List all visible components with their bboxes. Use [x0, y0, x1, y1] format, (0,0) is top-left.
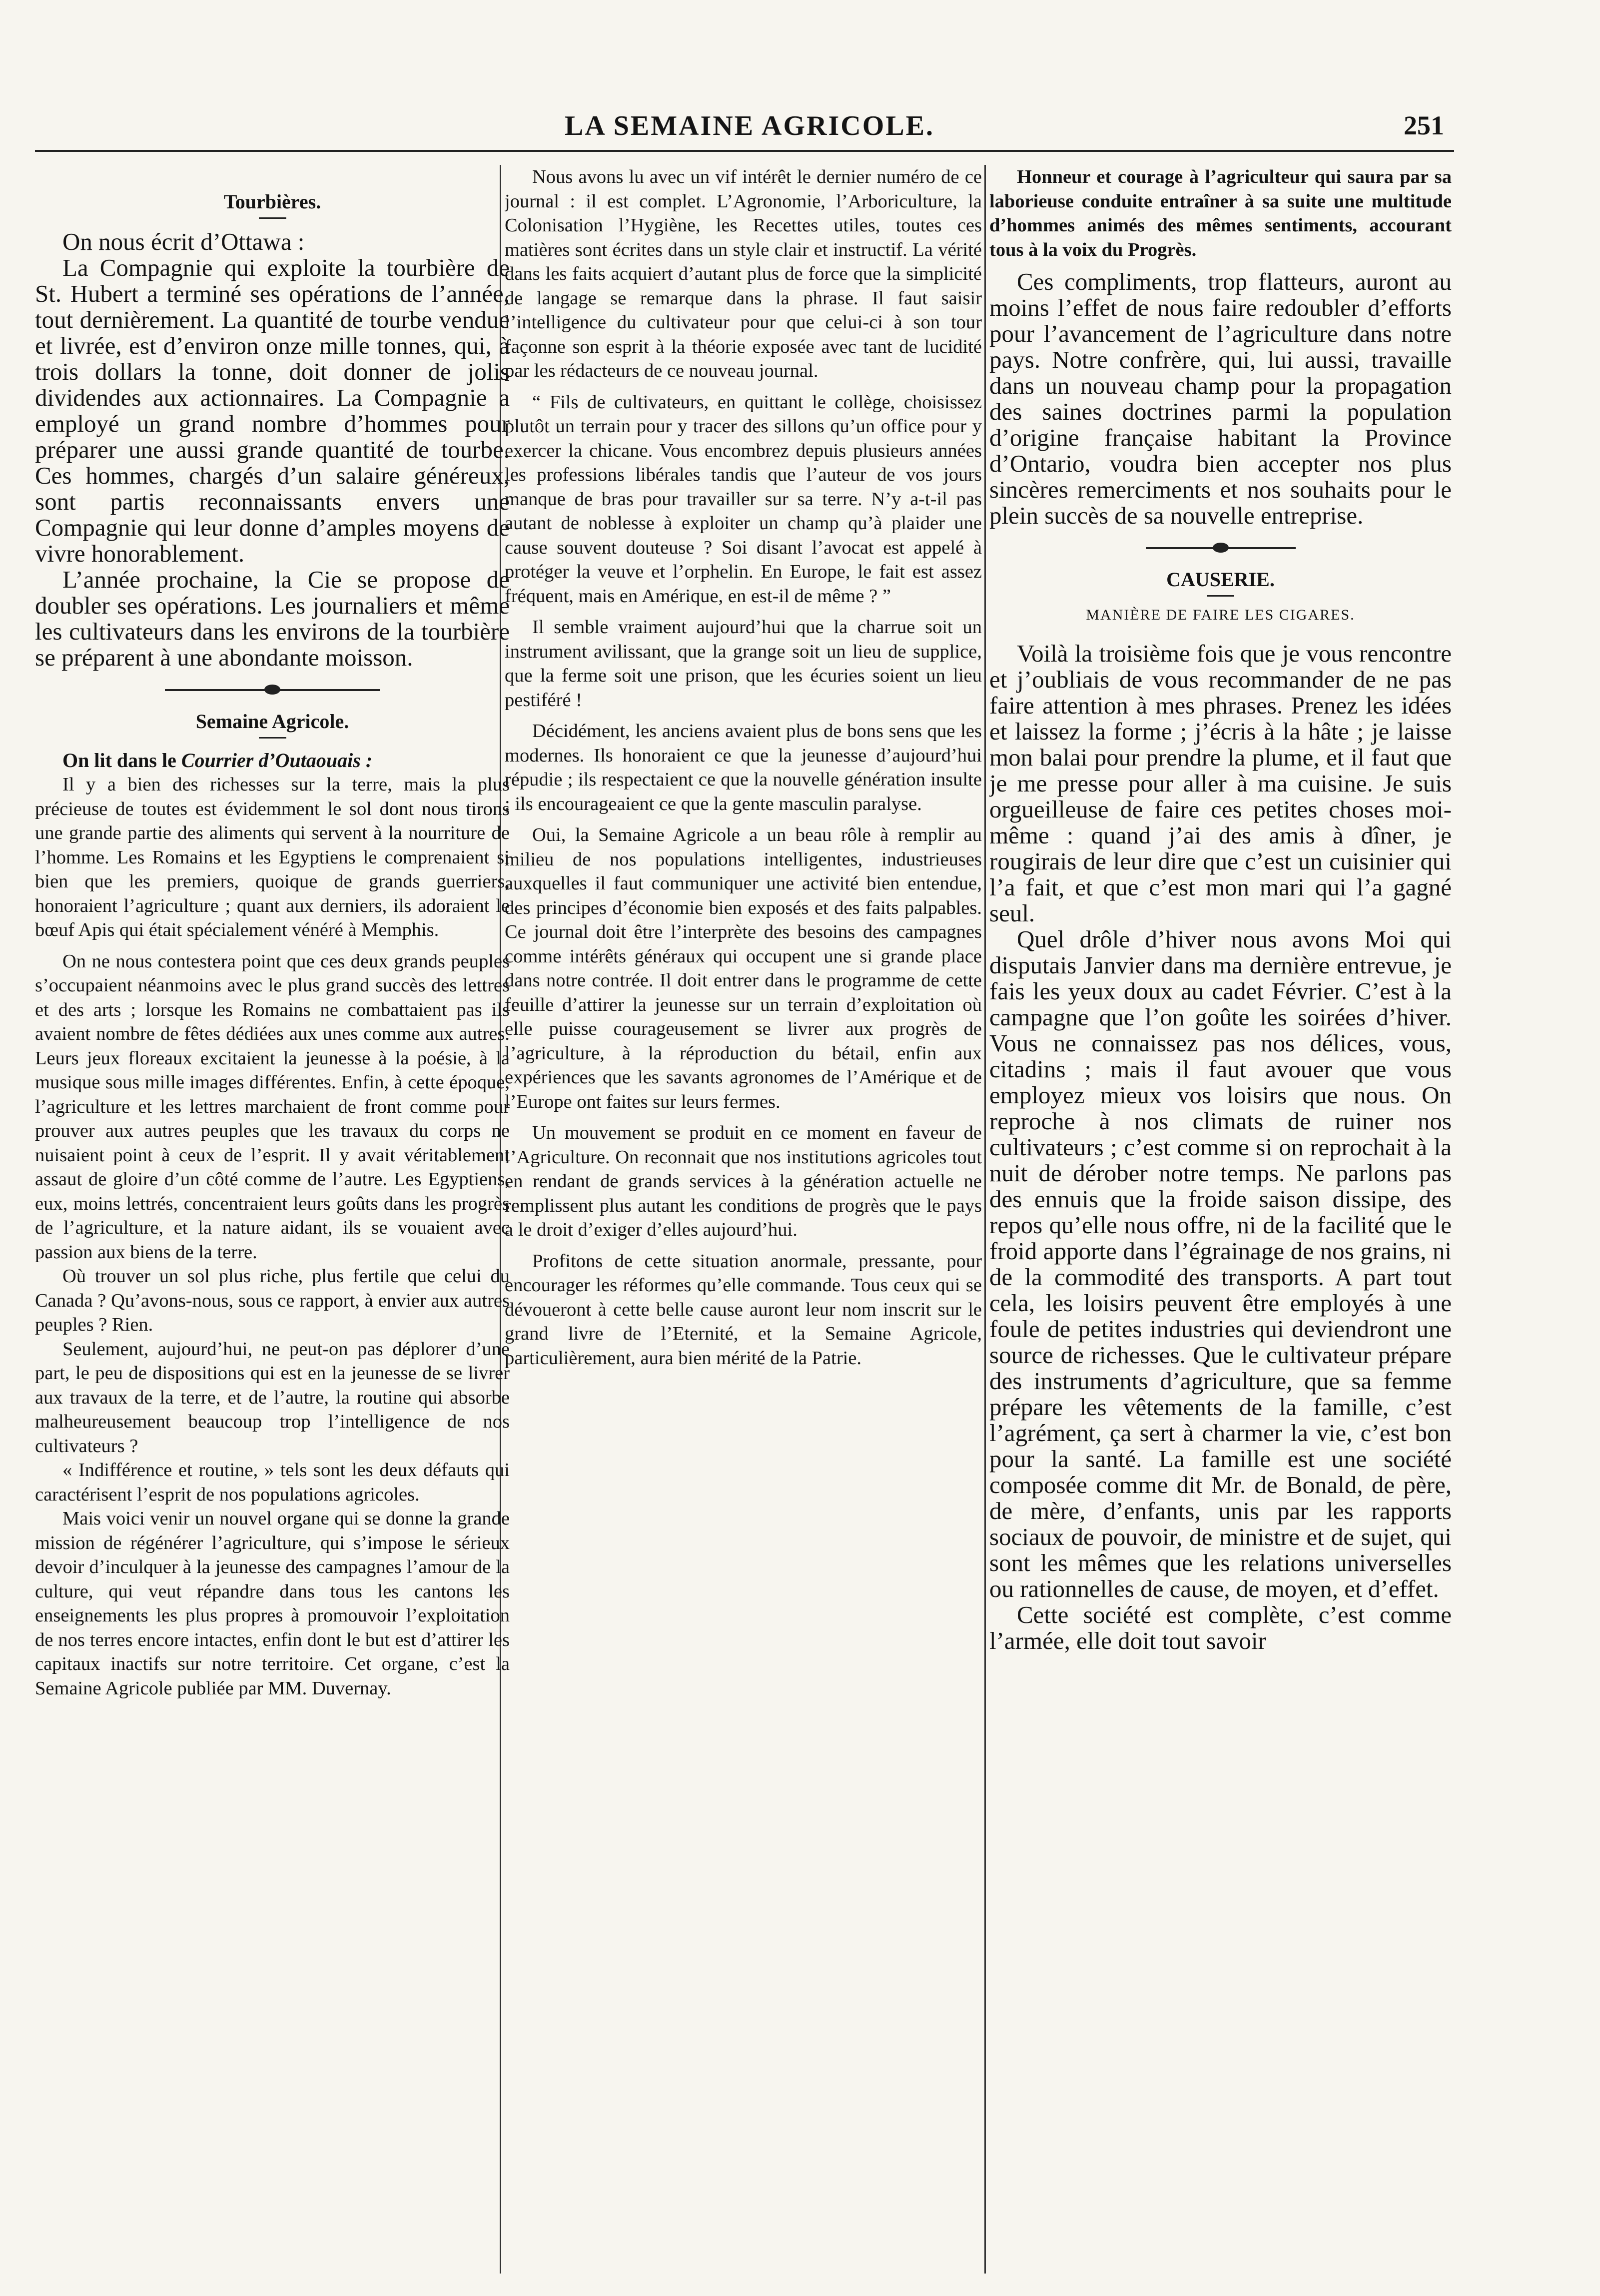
paragraph: Seulement, aujourd’hui, ne peut-on pas déplorer d’une part, le peu de dispositions qui est en la jeunesse de se livrer aux travaux de la terre, et de l’autre, la routine qui absorbe malheureusement beaucoup trop l’intelligence de nos cultivateurs ? [35, 1338, 510, 1457]
paragraph: Voilà la troisième fois que je vous rencontre et j’oubliais de vous recommander de ne pas faire attention à mes phrases. Prenez les idées et laissez la forme ; j’écris à la hâte ; je laisse mon balai pour prendre la plume, et il faut que je me presse pour aller à ma cuisine. Je suis orgueilleuse de faire ces petites choses moi-même : quand j’ai des amis à dîner, je rougirais de leur dire que c’est un cuisinier qui l’a fait, et que c’est mon mari qui l’a gagné seul. [989, 640, 1452, 927]
ornament-divider [165, 688, 380, 693]
dash-divider [1207, 595, 1234, 597]
column-3 [989, 165, 1452, 2264]
page-number: 251 [1404, 110, 1444, 140]
paragraph: Un mouvement se produit en ce moment en faveur de l’Agriculture. On reconnait que nos institutions agricoles tout en rendant de grands services à la génération actuelle ne remplissent plus autant les conditions de progrès que le pays a le droit d’exiger d’elles aujourd’hui. [505, 1122, 982, 1240]
column-rule [984, 165, 986, 2274]
paragraph: Ces compliments, trop flatteurs, auront au moins l’effet de nous faire redoubler d’efforts pour l’avancement de l’agriculture dans notre pays. Notre confrère, qui, lui aussi, travaille dans un nouveau champ pour la propagation des saines doctrines parmi la population d’origine française habitant la Province d’Ontario, voudra bien accepter nos plus sincères remerciments et nos souhaits pour le plein succès de sa nouvelle entreprise. [989, 268, 1452, 529]
paragraph: « Indifférence et routine, » tels sont les deux défauts qui caractérisent l’esprit de nos populations agricoles. [35, 1460, 510, 1505]
paragraph: Oui, la Semaine Agricole a un beau rôle à remplir au milieu de nos populations intelligentes, industrieuses auxquelles il faut communiquer une activité bien entendue, des principes d’économie bien exposés et des faits palpables. Ce journal doit être l’interprète des besoins des campagnes comme intérêts généraux qui occupent une si grande place dans notre contrée. Il doit entrer dans le programme de cette feuille d’attirer la jeunesse sur un terrain d’exploitation où elle puisse courageusement se livrer aux progrès de l’agriculture, à la réproduction du bétail, enfin aux expériences que les savants agronomes de l’Amérique et de l’Europe ont faites sur leurs fermes. [505, 824, 982, 1112]
paragraph: Cette société est complète, c’est comme l’armée, elle doit tout savoir [989, 1601, 1452, 1654]
page-header [45, 107, 1454, 152]
paragraph: Où trouver un sol plus riche, plus fertile que celui du Canada ? Qu’avons-nous, sous ce rapport, à envier aux autres peuples ? Rien. [35, 1266, 510, 1335]
column-2 [505, 165, 982, 2264]
paragraph: Décidément, les anciens avaient plus de bons sens que les modernes. Ils honoraient ce que la jeunesse d’aujourd’hui répudie ; ils respectaient ce que la nouvelle génération insulte ; ils encourageaient ce que la gente masculin paralyse. [505, 721, 982, 814]
paragraph: Mais voici venir un nouvel organe qui se donne la grande mission de régénérer l’agriculture, qui s’impose le sérieux devoir d’inculquer à la jeunesse des campagnes l’amour de la culture, qui veut répandre dans tous les cantons les enseignements les plus propres à promouvoir l’exploitation de nos terres encore intactes, enfin dont le but est d’attirer les capitaux inactifs sur notre territoire. Cet organe, c’est la Semaine Agricole publiée par MM. Duvernay. [35, 1508, 510, 1699]
running-title: LA SEMAINE AGRICOLE. [565, 110, 934, 141]
paragraph: Quel drôle d’hiver nous avons Moi qui disputais Janvier dans ma dernière entrevue, je fais les yeux doux au cadet Février. C’est à la campagne que l’on goûte les soirées d’hiver. Vous ne connaissez pas nos délices, vous, citadins ; mais il faut avouer que vous employez mieux vos loisirs que nous. On reproche à nos climats de ruiner nos cultivateurs ; c’est comme si on reprochait à la nuit de dérober notre temps. Ne parlons pas des ennuis que la froide saison dissipe, des repos qu’elle nous offre, ni de la facilité que le froid apporte dans l’égrainage de nos grains, ni de la commodité des transports. A part tout cela, les loisirs peuvent être employés à une foule de petites industries qui deviendront une source de richesses. Que le cultivateur prépare des instruments d’agriculture, que sa femme prépare les vêtements de la famille, c’est l’agrément, ça sert à charmer la vie, c’est bon pour la santé. La famille est une société composée comme dit Mr. de Bonald, de père, de mère, d’enfants, unis par les rapports sociaux de pouvoir, de ministre et de sujet, qui sont les mêmes que les relations universelles ou rationnelles de cause, de moyen, et d’effet. [989, 925, 1452, 1602]
article-intro: On lit dans le Courrier d’Outaouais : [62, 749, 373, 771]
article-subtitle: MANIÈRE DE FAIRE LES CIGARES. [1086, 607, 1355, 623]
dash-divider [259, 737, 286, 739]
paragraph: Profitons de cette situation anormale, pressante, pour encourager les réformes qu’elle commande. Tous ceux qui se dévoueront à cette belle cause auront leur nom inscrit sur le grand livre de l’Eternité, et la Semaine Agricole, particulièrement, aura bien mérité de la Patrie. [505, 1250, 982, 1369]
header-rule [35, 150, 1454, 152]
paragraph: L’année prochaine, la Cie se propose de doubler ses opérations. Les journaliers et même les cultivateurs dans les environs de la tourbière se préparent à une abondante moisson. [35, 566, 510, 671]
paragraph: La Compagnie qui exploite la tourbière de St. Hubert a terminé ses opérations de l’année, tout dernièrement. La quantité de tourbe vendue et livrée, est d’environ onze mille tonnes, qui, à trois dollars la tonne, doit donner de jolis dividendes aux actionnaires. La Compagnie a employé un grand nombre d’hommes pour préparer une aussi grande quantité de tourbe. Ces hommes, chargés d’un salaire généreux, sont partis reconnaissants envers une Compagnie qui leur donne d’amples moyens de vivre honorablement. [35, 254, 510, 567]
paragraph: Nous avons lu avec un vif intérêt le dernier numéro de ce journal : il est complet. L’Agronomie, l’Arboriculture, la Colonisation l’Hygiène, les Recettes utiles, toutes ces matières sont écrites dans un style clair et instructif. La vérité dans les faits acquiert d’autant plus de force que la simplicité de langage se remarque dans la phrase. Il faut saisir l’intelligence du cultivateur pour que celui-ci à son tour façonne son esprit à la théorie exposée avec tant de lucidité par les rédacteurs de ce nouveau journal. [505, 166, 982, 381]
paragraph: Honneur et courage à l’agriculteur qui saura par sa laborieuse conduite entraîner à sa suite une multitude d’hommes animés des mêmes sentiments, accourant tous à la voix du Progrès. [989, 166, 1452, 260]
column-1 [35, 165, 510, 2264]
ornament-divider [1146, 546, 1296, 551]
article-title-semaine-agricole: Semaine Agricole. [195, 710, 349, 733]
paragraph: Il y a bien des richesses sur la terre, mais la plus précieuse de toutes est évidemment le sol dont nous tirons une grande partie des aliments qui servent à la nourriture de l’homme. Les Romains et les Egyptiens le comprenaient si bien que les premiers, quoique de grands guerriers, honoraient l’agriculture ; quant aux derniers, ils adoraient le bœuf Apis qui était spécialement vénéré à Memphis. [35, 774, 510, 940]
source-name: Courrier d’Outaouais : [181, 749, 373, 771]
article-title-tourbieres: Tourbières. [223, 190, 321, 213]
paragraph: On ne nous contestera point que ces deux grands peuples s’occupaient néanmoins avec le plus grand succès des lettres et des arts ; lorsque les Romains ne combattaient pas ils avaient nombre de fêtes dédiées aux unes comme aux autres. Leurs jeux floreaux excitaient la jeunesse à la poésie, à la musique sous mille images différentes. Enfin, à cette époque, l’agriculture et les lettres marchaient de front comme pour prouver aux autres peuples que les travaux du corps ne nuisaient point à ceux de l’esprit. Il y avait véritablement assaut de gloire d’un côté comme de l’autre. Les Egyptiens, eux, moins lettrés, concentraient leurs goûts dans les progrès de l’agriculture, et la nature aidant, ils se vouaient avec passion aux biens de la terre. [35, 950, 510, 1263]
paragraph: “ Fils de cultivateurs, en quittant le collège, choisissez plutôt un terrain pour y tracer des sillons qu’un office pour y exercer la chicane. Vous encombrez depuis plusieurs années les professions libérales tandis que l’auteur de vos jours manque de bras pour travailler sur sa terre. N’y a-t-il pas autant de noblesse à exploiter un champ qu’à plaider une cause souvent douteuse ? Soi disant l’avocat est appelé à protéger la veuve et l’orphelin. En Europe, le fait est assez fréquent, mais en Amérique, en est-il de même ? ” [505, 391, 982, 607]
paragraph: Il semble vraiment aujourd’hui que la charrue soit un instrument avilissant, que la grange soit un lieu de supplice, que la ferme soit une prison, que les écuries soient un lieu pestiféré ! [505, 617, 982, 711]
article-intro: On nous écrit d’Ottawa : [62, 228, 305, 255]
dash-divider [259, 217, 286, 219]
article-title-causerie: CAUSERIE. [1166, 568, 1275, 591]
